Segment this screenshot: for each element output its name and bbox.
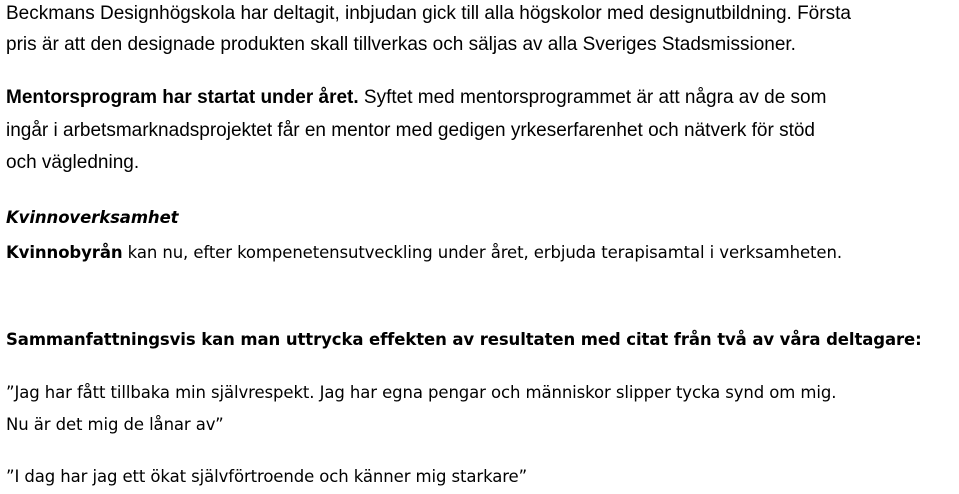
mentor-paragraph-line-3: och vägledning. [6,152,140,173]
mentor-paragraph-line-1 [6,86,826,110]
intro-paragraph-line-2: pris är att den designade produkten skall tillverkas och säljas av alla Sveriges Stadsmissioner. [6,34,796,55]
intro-paragraph-line-1: Beckmans Designhögskola har deltagit, inbjudan gick till alla högskolor med designutbildning. Första [6,3,851,24]
mentor-line-1-text: Syftet med mentorsprogrammet är att några av de som [358,87,827,108]
women-section-text [6,241,842,265]
quote-2-line-1: ”I dag har jag ett ökat självförtroende och känner mig starkare” [6,467,528,486]
women-text-rest: kan nu, efter kompenetensutveckling under året, erbjuda terapisamtal i verksamheten. [122,243,842,262]
mentor-lead-sentence: Mentorsprogram har startat under året. [6,87,359,108]
women-section-heading: Kvinnoverksamhet [6,208,179,227]
quote-1-line-1: ”Jag har fått tillbaka min självrespekt. Jag har egna pengar och människor slipper tycka synd om mig. [6,383,837,402]
summary-heading: Sammanfattningsvis kan man uttrycka effekten av resultaten med citat från två av våra deltagare: [6,330,922,349]
mentor-paragraph-line-2: ingår i arbetsmarknadsprojektet får en mentor med gedigen yrkeserfarenhet och nätverk för stöd [6,120,815,141]
women-lead-word: Kvinnobyrån [6,243,123,262]
quote-1-line-2: Nu är det mig de lånar av” [6,415,224,434]
